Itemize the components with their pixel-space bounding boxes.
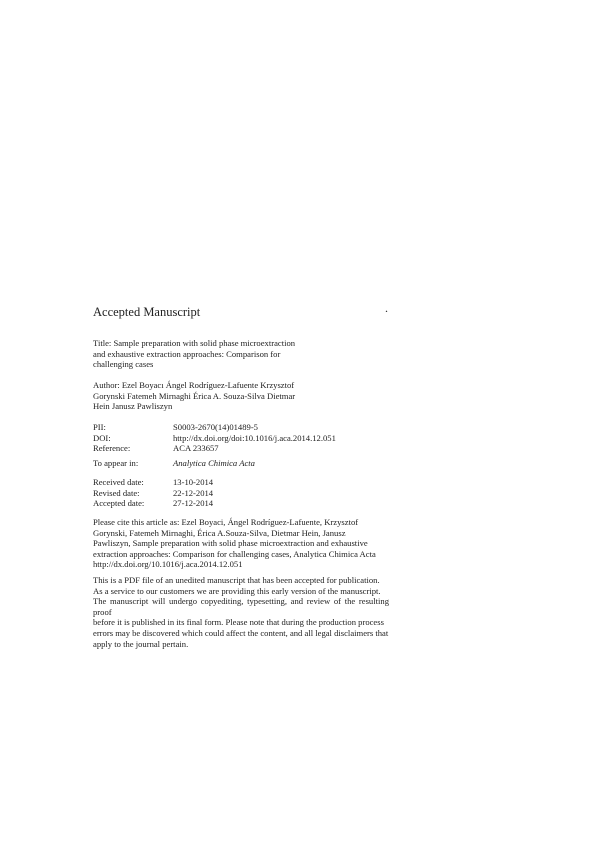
doi-value: http://dx.doi.org/doi:10.1016/j.aca.2014.12.051	[173, 432, 336, 443]
reference-label: Reference:	[93, 443, 131, 454]
page-heading: Accepted Manuscript	[93, 305, 201, 319]
revised-date-label: Revised date:	[93, 487, 140, 498]
disclaimer-line: errors may be discovered which could affect the content, and all legal disclaimers that	[93, 627, 389, 638]
author-line: Author: Ezel Boyacı Ángel Rodríguez-Lafuente Krzysztof	[93, 380, 295, 390]
accepted-date-value: 27-12-2014	[173, 498, 214, 509]
disclaimer-block	[93, 575, 389, 649]
author-block	[93, 380, 389, 412]
received-date-label: Received date:	[93, 477, 144, 487]
accepted-date-row	[93, 498, 389, 509]
pii-row	[93, 422, 389, 433]
author-line: Gorynski Fatemeh Mirnaghi Érica A. Souza-Silva Dietmar	[93, 390, 296, 401]
dates-block	[93, 477, 389, 509]
citation-line: Please cite this article as: Ezel Boyaci, Ángel Rodríguez-Lafuente, Krzysztof	[93, 517, 359, 527]
disclaimer-line: This is a PDF file of an unedited manuscript that has been accepted for publication.	[93, 575, 380, 585]
doi-label: DOI:	[93, 432, 111, 443]
pii-value: S0003-2670(14)01489-5	[173, 422, 258, 432]
title-line: Title: Sample preparation with solid phase microextraction	[93, 338, 296, 348]
disclaimer-line: As a service to our customers we are providing this early version of the manuscript.	[93, 585, 381, 596]
identifiers-block	[93, 422, 389, 454]
reference-row	[93, 443, 389, 454]
received-date-value: 13-10-2014	[173, 477, 214, 487]
pii-label: PII:	[93, 422, 106, 432]
citation-line: Gorynski, Fatemeh Mirnaghi, Érica A.Souza-Silva, Dietmar Hein, Janusz	[93, 527, 346, 538]
citation-line: extraction approaches: Comparison for challenging cases, Analytica Chimica Acta	[93, 548, 376, 559]
received-date-row	[93, 477, 389, 488]
author-line: Hein Janusz Pawliszyn	[93, 401, 173, 412]
disclaimer-line: apply to the journal pertain.	[93, 638, 189, 649]
disclaimer-line: before it is published in its final form. Please note that during the production process	[93, 617, 384, 628]
citation-doi-line: http://dx.doi.org/10.1016/j.aca.2014.12.051	[93, 559, 243, 570]
doi-row	[93, 433, 389, 444]
accepted-date-label: Accepted date:	[93, 498, 145, 509]
journal-label: To appear in:	[93, 458, 139, 468]
citation-block	[93, 517, 389, 570]
journal-name: Analytica Chimica Acta	[173, 458, 255, 468]
revised-date-row	[93, 488, 389, 499]
title-line: and exhaustive extraction approaches: Comparison for	[93, 348, 281, 359]
stray-mark: .	[385, 301, 388, 315]
disclaimer-line: The manuscript will undergo copyediting, typesetting, and review of the resulting proof	[93, 596, 389, 617]
revised-date-value: 22-12-2014	[173, 487, 214, 498]
reference-value: ACA 233657	[173, 443, 219, 454]
title-block	[93, 338, 389, 370]
citation-line: Pawliszyn, Sample preparation with solid phase microextraction and exhaustive	[93, 538, 368, 549]
journal-block	[93, 458, 389, 469]
journal-row	[93, 458, 389, 469]
title-line: challenging cases	[93, 359, 154, 370]
